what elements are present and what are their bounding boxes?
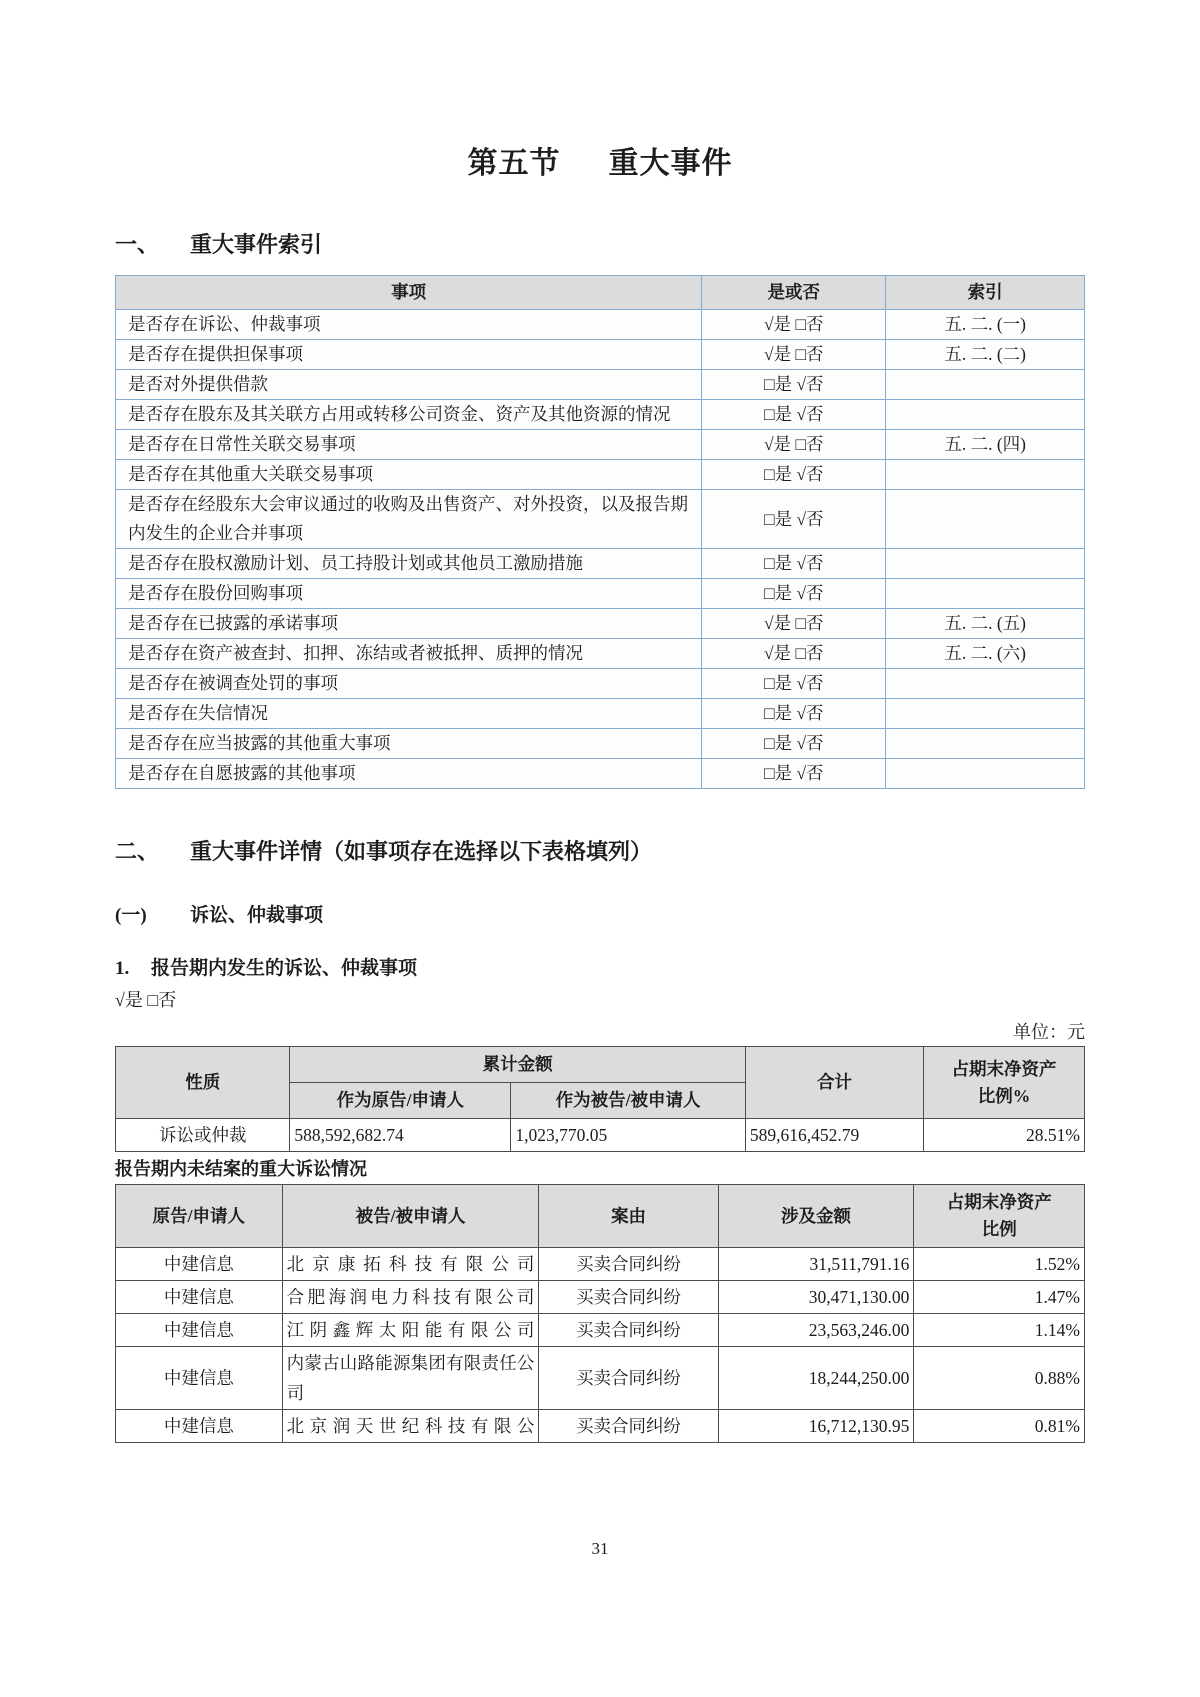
defendant-cell: 合肥海润电力科技有限公司	[282, 1281, 539, 1314]
plaintiff-cell: 中建信息	[116, 1281, 283, 1314]
ratio-cell: 0.81%	[914, 1410, 1085, 1443]
plaintiff-cell: 中建信息	[116, 1248, 283, 1281]
defendant-cell: 北京润天世纪科技有限公	[282, 1410, 539, 1443]
item-cell: 是否存在股东及其关联方占用或转移公司资金、资产及其他资源的情况	[116, 400, 702, 430]
yes-no-cell: □是 √否	[702, 460, 886, 490]
index-ref-cell	[886, 460, 1085, 490]
table-row	[116, 729, 1085, 759]
column-header-index: 索引	[886, 276, 1085, 310]
yes-no-cell: □是 √否	[702, 400, 886, 430]
table-row	[116, 310, 1085, 340]
column-header-nature: 性质	[116, 1047, 290, 1119]
table-row	[116, 699, 1085, 729]
unit-label: 单位：元	[1013, 1022, 1085, 1042]
column-header-as-plaintiff: 作为原告/申请人	[290, 1083, 511, 1119]
amount-cell: 23,563,246.00	[718, 1314, 914, 1347]
index-ref-cell	[886, 759, 1085, 789]
plaintiff-amount-cell: 588,592,682.74	[290, 1119, 511, 1152]
table-row	[116, 579, 1085, 609]
header-line: 占期末净资产	[951, 1058, 1057, 1079]
section-number: 一、	[115, 232, 160, 257]
column-header-yes-no: 是或否	[702, 276, 886, 310]
cause-cell: 买卖合同纠纷	[539, 1410, 718, 1443]
cause-cell: 买卖合同纠纷	[539, 1347, 718, 1410]
item-cell: 是否存在资产被查封、扣押、冻结或者被抵押、质押的情况	[116, 639, 702, 669]
index-ref-cell	[886, 699, 1085, 729]
item-number: 1.	[115, 958, 130, 979]
item-label: 报告期内发生的诉讼、仲裁事项	[151, 958, 418, 979]
section-label: 重大事件索引	[190, 232, 323, 257]
cause-cell: 买卖合同纠纷	[539, 1281, 718, 1314]
ratio-cell: 1.52%	[914, 1248, 1085, 1281]
item-cell: 是否对外提供借款	[116, 370, 702, 400]
table-row	[116, 490, 1085, 549]
table-header-row	[116, 1185, 1085, 1248]
item-cell: 是否存在经股东大会审议通过的收购及出售资产、对外投资，以及报告期内发生的企业合并事项	[116, 490, 702, 549]
column-header-net-asset-ratio	[914, 1185, 1085, 1248]
defendant-amount-cell: 1,023,770.05	[511, 1119, 745, 1152]
ratio-cell: 1.14%	[914, 1314, 1085, 1347]
item-cell: 是否存在日常性关联交易事项	[116, 430, 702, 460]
table-row	[116, 1281, 1085, 1314]
item-cell: 是否存在股权激励计划、员工持股计划或其他员工激励措施	[116, 549, 702, 579]
yes-no-cell: √是 □否	[702, 340, 886, 370]
index-ref-cell	[886, 729, 1085, 759]
subsection-number: (一)	[115, 905, 147, 926]
pending-litigation-label: 报告期内未结案的重大诉讼情况	[115, 1159, 367, 1179]
subsection-heading-litigation	[115, 900, 1085, 927]
amount-cell: 31,511,791.16	[718, 1248, 914, 1281]
nature-cell: 诉讼或仲裁	[116, 1119, 290, 1152]
index-ref-cell: 五. 二. (六)	[886, 639, 1085, 669]
yes-no-cell: √是 □否	[702, 609, 886, 639]
table-row	[116, 340, 1085, 370]
column-header-net-asset-ratio	[924, 1047, 1085, 1119]
table-row	[116, 669, 1085, 699]
amount-cell: 18,244,250.00	[718, 1347, 914, 1410]
table-header-row	[116, 276, 1085, 310]
column-header-defendant: 被告/被申请人	[282, 1185, 539, 1248]
table-row	[116, 1314, 1085, 1347]
item-cell: 是否存在提供担保事项	[116, 340, 702, 370]
table-row	[116, 609, 1085, 639]
column-header-item: 事项	[116, 276, 702, 310]
yes-no-cell: □是 √否	[702, 699, 886, 729]
yes-no-cell: □是 √否	[702, 549, 886, 579]
page-title	[115, 138, 1085, 182]
table-row	[116, 460, 1085, 490]
item-cell: 是否存在其他重大关联交易事项	[116, 460, 702, 490]
table-row	[116, 1248, 1085, 1281]
index-ref-cell	[886, 400, 1085, 430]
item-cell: 是否存在自愿披露的其他事项	[116, 759, 702, 789]
section-heading-details	[115, 835, 1085, 866]
index-ref-cell: 五. 二. (一)	[886, 310, 1085, 340]
table-row	[116, 370, 1085, 400]
defendant-cell: 内蒙古山路能源集团有限责任公司	[282, 1347, 539, 1410]
table-row	[116, 1119, 1085, 1152]
header-line: 比例%	[977, 1085, 1031, 1106]
major-events-index-table	[115, 275, 1085, 789]
table-row	[116, 639, 1085, 669]
item-cell: 是否存在股份回购事项	[116, 579, 702, 609]
page-number: 31	[591, 1539, 609, 1558]
pending-litigation-table	[115, 1184, 1085, 1443]
table-row	[116, 549, 1085, 579]
index-ref-cell	[886, 669, 1085, 699]
item-cell: 是否存在已披露的承诺事项	[116, 609, 702, 639]
yes-no-cell: √是 □否	[702, 310, 886, 340]
item-cell: 是否存在失信情况	[116, 699, 702, 729]
yes-no-answer: √是 □否	[115, 990, 177, 1010]
defendant-cell: 江阴鑫辉太阳能有限公司	[282, 1314, 539, 1347]
table-row	[116, 1410, 1085, 1443]
plaintiff-cell: 中建信息	[116, 1347, 283, 1410]
ratio-cell: 1.47%	[914, 1281, 1085, 1314]
yes-no-cell: □是 √否	[702, 490, 886, 549]
yes-no-cell: □是 √否	[702, 370, 886, 400]
plaintiff-cell: 中建信息	[116, 1314, 283, 1347]
index-ref-cell: 五. 二. (五)	[886, 609, 1085, 639]
table-row	[116, 759, 1085, 789]
item-cell: 是否存在被调查处罚的事项	[116, 669, 702, 699]
yes-no-cell: □是 √否	[702, 579, 886, 609]
column-header-total: 合计	[745, 1047, 923, 1119]
yes-no-cell: √是 □否	[702, 639, 886, 669]
column-header-as-defendant: 作为被告/被申请人	[511, 1083, 745, 1119]
yes-no-cell: □是 √否	[702, 759, 886, 789]
header-line: 比例	[981, 1219, 1017, 1239]
ratio-cell: 28.51%	[924, 1119, 1085, 1152]
table-header-row	[116, 1047, 1085, 1083]
yes-no-cell: √是 □否	[702, 430, 886, 460]
amount-cell: 30,471,130.00	[718, 1281, 914, 1314]
column-header-cumulative-amount: 累计金额	[290, 1047, 745, 1083]
index-ref-cell	[886, 490, 1085, 549]
amount-cell: 16,712,130.95	[718, 1410, 914, 1443]
index-ref-cell	[886, 579, 1085, 609]
index-ref-cell: 五. 二. (四)	[886, 430, 1085, 460]
total-amount-cell: 589,616,452.79	[745, 1119, 923, 1152]
defendant-cell: 北京康拓科技有限公司	[282, 1248, 539, 1281]
section-label: 重大事件详情（如事项存在选择以下表格填列）	[190, 839, 653, 864]
section-heading-index	[115, 228, 1085, 259]
column-header-plaintiff: 原告/申请人	[116, 1185, 283, 1248]
yes-no-cell: □是 √否	[702, 729, 886, 759]
index-ref-cell: 五. 二. (二)	[886, 340, 1085, 370]
table-row	[116, 430, 1085, 460]
yes-no-cell: □是 √否	[702, 669, 886, 699]
column-header-cause: 案由	[539, 1185, 718, 1248]
subsection-label: 诉讼、仲裁事项	[190, 905, 324, 926]
item-cell: 是否存在诉讼、仲裁事项	[116, 310, 702, 340]
index-ref-cell	[886, 549, 1085, 579]
cause-cell: 买卖合同纠纷	[539, 1314, 718, 1347]
section-number: 二、	[115, 839, 160, 864]
ratio-cell: 0.88%	[914, 1347, 1085, 1410]
plaintiff-cell: 中建信息	[116, 1410, 283, 1443]
header-line: 占期末净资产	[946, 1192, 1052, 1212]
table-row	[116, 400, 1085, 430]
item-cell: 是否存在应当披露的其他重大事项	[116, 729, 702, 759]
page-title-section-number: 第五节	[467, 147, 561, 180]
column-header-amount: 涉及金额	[718, 1185, 914, 1248]
page-title-text: 重大事件	[608, 147, 733, 180]
cause-cell: 买卖合同纠纷	[539, 1248, 718, 1281]
index-ref-cell	[886, 370, 1085, 400]
litigation-item-heading	[115, 953, 1085, 980]
table-row	[116, 1347, 1085, 1410]
litigation-amount-summary-table	[115, 1046, 1085, 1152]
